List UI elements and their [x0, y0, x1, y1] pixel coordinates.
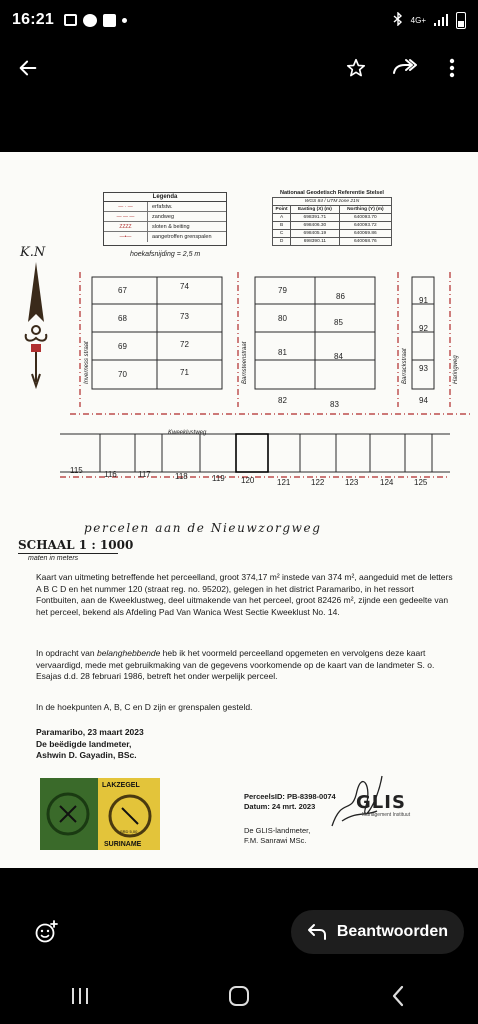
geo-cell: 698391.71: [291, 214, 340, 222]
stamp-value-text: SRD 5,00: [120, 829, 138, 834]
signature-block: [36, 727, 456, 762]
reply-bar: [0, 896, 478, 968]
geo-header: Northing (Y) (m): [339, 206, 391, 214]
forward-button[interactable]: [380, 44, 428, 92]
geo-cell: D: [273, 238, 291, 246]
plot-number: 123: [345, 478, 359, 487]
legend-symbol: — · —: [104, 202, 148, 211]
plot-number: 119: [212, 474, 225, 483]
glis-name: F.M. Sanrawi MSc.: [244, 836, 307, 845]
glis-role: De GLIS-landmeter,: [244, 826, 311, 835]
reply-arrow-icon: [307, 923, 327, 941]
map-caption: percelen aan de Nieuwzorgweg: [84, 521, 322, 535]
more-options-button[interactable]: [428, 44, 476, 92]
plot-number: 118: [175, 472, 188, 481]
signature-name: Ashwin D. Gayadin, BSc.: [36, 750, 137, 761]
reply-button[interactable]: [291, 910, 464, 954]
lakzegel-stamp: [40, 778, 160, 850]
legend-label: zandweg: [152, 213, 175, 220]
plot-number: 70: [118, 370, 127, 379]
legend-symbol: ZZZZ: [104, 222, 148, 231]
glis-parcel-id: PerceelsID: PB-8398-0074: [244, 792, 336, 801]
table-row: [273, 222, 392, 230]
legend-symbol: — — —: [104, 212, 148, 221]
plot-number: 82: [278, 396, 287, 405]
corner-points-paragraph: In de hoekpunten A, B, C en D zijn er grenspalen gesteld.: [36, 702, 253, 712]
forward-icon: [391, 57, 417, 79]
status-system-icons: [393, 12, 466, 29]
plot-number: 91: [419, 296, 428, 305]
plot-number-highlighted: 120: [241, 476, 255, 485]
document-image: [0, 152, 478, 868]
star-icon: [345, 57, 367, 79]
street-label-haring: Haringweg: [453, 355, 459, 384]
geo-header: Point: [273, 206, 291, 214]
street-label-inverness: Inverness straat: [84, 341, 90, 384]
dot-icon: [122, 18, 127, 23]
geo-cell: C: [273, 230, 291, 238]
bluetooth-icon: [393, 12, 403, 29]
street-label-barnsteen: Barnsteenstraat: [242, 341, 248, 384]
nav-back-button[interactable]: [374, 972, 422, 1020]
star-button[interactable]: [332, 44, 380, 92]
scale-underline: [18, 553, 118, 554]
stamp-top-text: LAKZEGEL: [102, 782, 140, 789]
plot-number: 69: [118, 342, 127, 351]
nav-back-icon: [391, 985, 405, 1007]
plot-number: 84: [334, 352, 343, 361]
plot-number: 71: [180, 368, 189, 377]
system-nav-bar: [0, 968, 478, 1024]
scale-label: SCHAAL 1 : 1000: [18, 538, 134, 552]
legend-label: erfafstw.: [152, 203, 173, 210]
recents-icon: [70, 987, 90, 1005]
battery-icon: [456, 12, 466, 29]
geo-cell: 698406.30: [291, 222, 340, 230]
geo-cell: 698390.11: [291, 238, 340, 246]
app-grid-icon: [103, 14, 116, 27]
plot-number: 68: [118, 314, 127, 323]
geo-cell: 640069.86: [339, 230, 391, 238]
street-label-kweeklust: Kweeklustweg: [168, 430, 207, 436]
table-row: [273, 214, 392, 222]
recent-apps-button[interactable]: [56, 972, 104, 1020]
geo-cell: 640068.76: [339, 238, 391, 246]
plot-number: 121: [277, 478, 291, 487]
signature-role: De beëdigde landmeter,: [36, 738, 132, 749]
description-paragraph: Kaart van uitmeting betreffende het perceelland, groot 374,17 m² instede van 374 m², aangeduid met de letters A B C D en het nummer 120 (straat reg. no. 95202), gelegen in het district Paramaribo, in het ressort Fontbuiten, aan de Kweeklustweg, deel uitmakende van het perceel, groot 82426 m², zijnde een gedeelte van het perceel, bekend als Afdeling Pad Van Wanica West Sectie Kweeklust No. 14.: [36, 572, 453, 617]
home-icon: [228, 985, 250, 1007]
street-label-barrack: Barrackstraat: [402, 348, 408, 384]
network-type-label: 4G+: [410, 15, 426, 25]
north-label: K.N: [20, 245, 46, 260]
reaction-button[interactable]: [22, 908, 70, 956]
status-notification-icons: [64, 14, 127, 27]
glis-date: Datum: 24 mrt. 2023: [244, 802, 316, 811]
glis-logo: GLIS: [356, 792, 406, 813]
geo-cell: 698405.19: [291, 230, 340, 238]
plot-number: 94: [419, 396, 428, 405]
geo-cell: 640093.70: [339, 214, 391, 222]
back-button[interactable]: [4, 44, 52, 92]
legend-label: aangetroffen grenspalen: [152, 234, 212, 240]
plot-number: 72: [180, 340, 189, 349]
back-arrow-icon: [17, 57, 39, 79]
geo-cell: A: [273, 214, 291, 222]
stamp-bottom-text: SURINAME: [104, 841, 142, 848]
assignment-emphasis: belanghebbende: [96, 648, 161, 658]
glis-logo-subtitle: Management Instituut: [362, 812, 411, 818]
legend-label: sloten & beiting: [152, 223, 190, 230]
legend-row: [104, 212, 226, 222]
legend-symbol: —•—: [104, 232, 148, 242]
reply-label: Beantwoorden: [336, 923, 448, 940]
plot-number: 67: [118, 286, 127, 295]
plot-number: 86: [336, 292, 345, 301]
geo-table-title: Nationaal Geodetisch Referentie Stelsel: [280, 190, 384, 196]
plot-number: 73: [180, 312, 189, 321]
signature-place-date: Paramaribo, 23 maart 2023: [36, 727, 144, 737]
assignment-text: heb ik het voormeld perceelland opgemeten en vervolgens deze kaart vervaardigd, mede met gebruikmaking van de gegevens voorkomende op de kaart van de landmeter S. o. Esajas d.d. 28 februari 1986, betreft het onder werpelijk perceel.: [36, 648, 435, 682]
status-time: 16:21: [12, 11, 54, 28]
plot-number: 80: [278, 314, 287, 323]
emoji-add-icon: [34, 920, 58, 944]
scale-units: maten in meters: [28, 555, 79, 562]
hoekafsnijding-label: hoekafsnijding = 2,5 m: [130, 251, 201, 258]
geo-table-subtitle: WGS 84 / UTM zone 21N: [273, 198, 392, 206]
assignment-text: In opdracht van: [36, 648, 97, 658]
legend-row: [104, 222, 226, 232]
plot-number: 81: [278, 348, 287, 357]
top-app-bar: [0, 40, 478, 96]
status-bar: [0, 0, 478, 40]
plot-number: 93: [419, 364, 428, 373]
home-button[interactable]: [215, 972, 263, 1020]
assignment-paragraph: [36, 648, 456, 683]
image-viewer[interactable]: [0, 96, 478, 896]
plot-number: 117: [138, 470, 151, 479]
plot-number: 92: [419, 324, 428, 333]
chat-bubble-icon: [83, 14, 97, 27]
plot-number: 116: [104, 470, 117, 479]
legend-title: Legenda: [104, 193, 226, 202]
geo-cell: B: [273, 222, 291, 230]
plot-number: 79: [278, 286, 287, 295]
more-vert-icon: [449, 58, 455, 78]
legend-row: [104, 202, 226, 212]
plot-number: 115: [70, 466, 83, 475]
plot-number: 83: [330, 400, 339, 409]
plot-number: 125: [414, 478, 428, 487]
plot-number: 74: [180, 282, 189, 291]
signal-icon: [434, 14, 448, 26]
plot-number: 85: [334, 318, 343, 327]
gallery-icon: [64, 14, 77, 26]
plot-number: 122: [311, 478, 325, 487]
geo-cell: 640093.72: [339, 222, 391, 230]
geo-header: Easting (X) (m): [291, 206, 340, 214]
plot-number: 124: [380, 478, 394, 487]
